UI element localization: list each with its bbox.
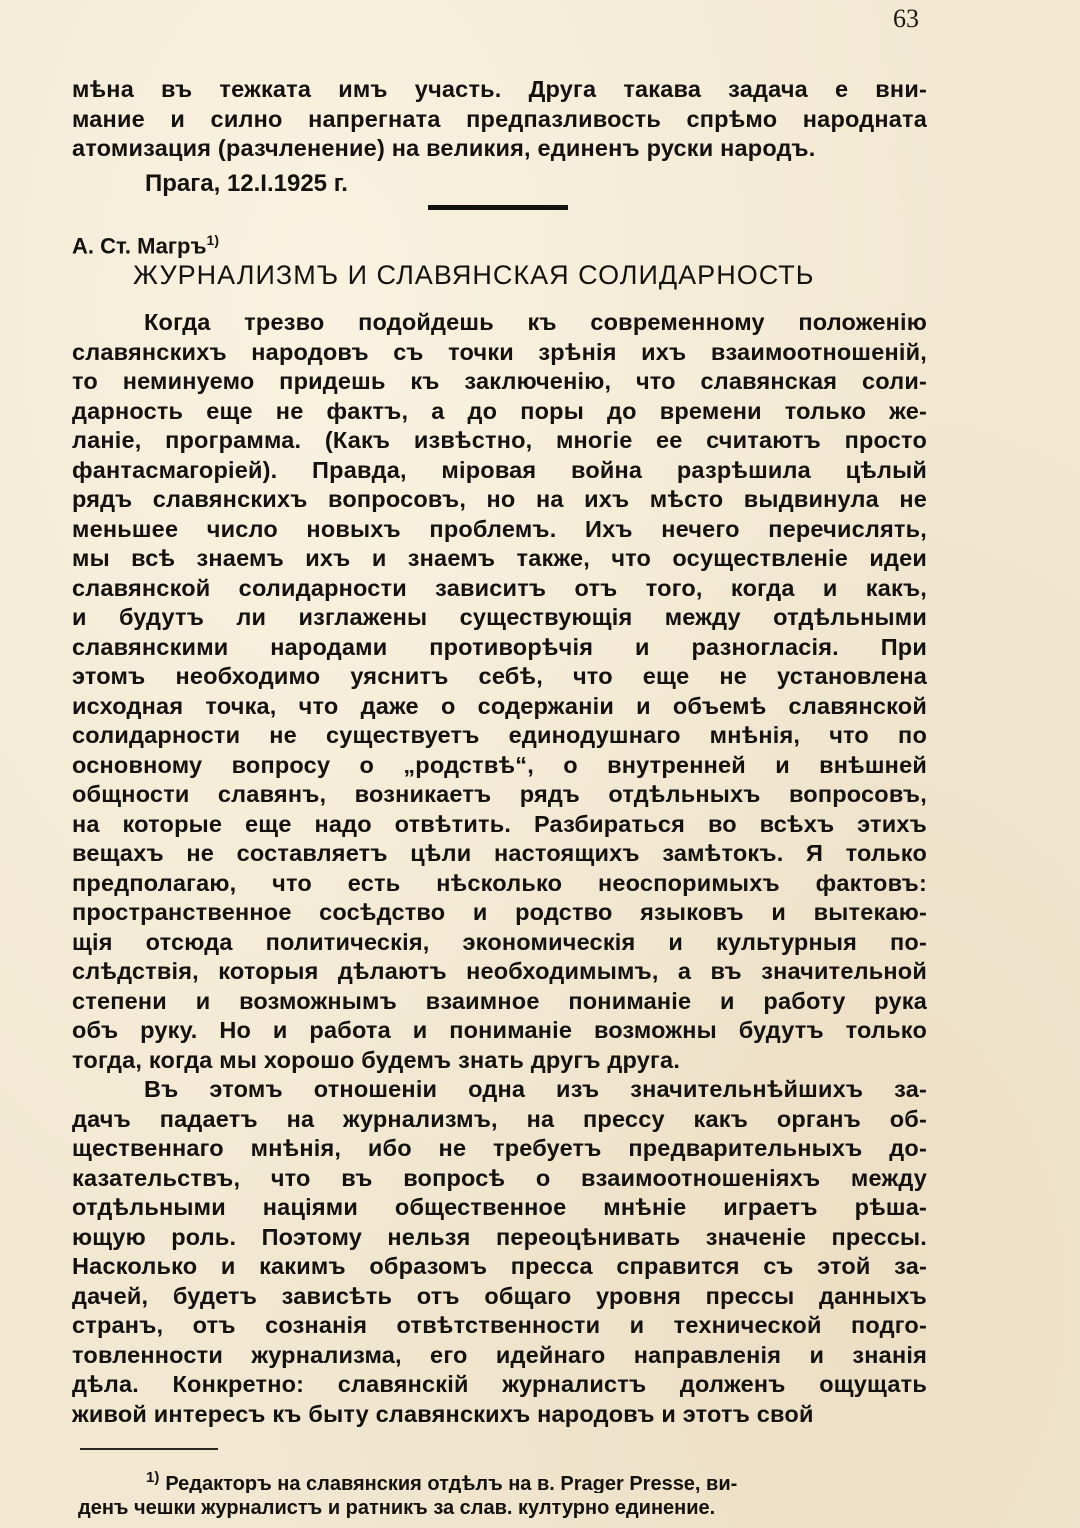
text-line: Когда трезво подойдешь къ современному положенію bbox=[144, 309, 927, 335]
text-line: фантасмагоріей). Правда, міровая война разрѣшила цѣлый bbox=[72, 456, 927, 483]
section-divider bbox=[428, 205, 568, 210]
text-line: атомизация (разчленение) на великия, единенъ руски народъ. bbox=[72, 135, 816, 161]
text-line: степени и возможнымъ взаимное пониманіе и работу рука bbox=[72, 987, 927, 1014]
text-line: странъ, отъ сознанія отвѣтственности и технической подго- bbox=[72, 1312, 927, 1338]
article-title: ЖУРНАЛИЗМЪ И СЛАВЯНСКАЯ СОЛИДАРНОСТЬ bbox=[133, 260, 815, 290]
text-line: славянскими народами противорѣчія и разногласія. При bbox=[72, 633, 927, 660]
text-line: щія отсюда политическія, экономическія и культурныя по- bbox=[72, 928, 927, 955]
paragraph-1 bbox=[72, 308, 927, 1075]
text-line: ющую роль. Поэтому нельзя переоцѣнивать значеніе прессы. bbox=[72, 1223, 927, 1250]
text-line: предполагаю, что есть нѣсколько неоспоримыхъ фактовъ: bbox=[72, 869, 927, 896]
text-line: то неминуемо придешь къ заключенію, что славянская соли- bbox=[72, 368, 927, 394]
text-line: тогда, когда мы хорошо будемъ знать другъ друга. bbox=[72, 1046, 681, 1073]
text-line: отдѣльными націями общественное мнѣніе играетъ рѣшa- bbox=[72, 1194, 927, 1220]
text-line: этомъ необходимо уяснитъ себѣ, что еще не установлена bbox=[72, 663, 927, 689]
text-line: Въ этомъ отношеніи одна изъ значительнѣйшихъ за- bbox=[144, 1076, 927, 1102]
footnote bbox=[78, 1462, 928, 1524]
page-number: 63 bbox=[893, 4, 919, 33]
text-line: и будутъ ли изглажены существующія между отдѣльными bbox=[72, 604, 927, 630]
text-line: ланіе, программа. (Какъ извѣстно, многіе ее считаютъ просто bbox=[72, 427, 927, 453]
text-line: казательствъ, что въ вопросѣ о взаимоотношеніяхъ между bbox=[72, 1164, 927, 1191]
footnote-line: денъ чешки журналистъ и ратникъ за слав. културно единение. bbox=[78, 1497, 716, 1519]
author-footnote-mark: 1) bbox=[206, 232, 219, 248]
text-line: дачъ падаетъ на журнализмъ, на прессу какъ органъ об- bbox=[72, 1105, 927, 1132]
text-line: солидарности не существуетъ единодушнаго мнѣнія, что по bbox=[72, 722, 927, 748]
text-line: на которые еще надо отвѣтить. Разбираться во всѣхъ этихъ bbox=[72, 810, 927, 837]
text-line: мѣна въ тежката имъ участь. Друга такава задача е вни- bbox=[72, 76, 927, 102]
text-line: исходная точка, что даже о содержаніи и объемѣ славянской bbox=[72, 692, 927, 719]
text-line: мы всѣ знаемъ ихъ и знаемъ также, что осуществленіе идеи bbox=[72, 545, 927, 571]
text-line: щественнаго мнѣнія, ибо не требуетъ предварительныхъ до- bbox=[72, 1135, 927, 1161]
text-line: меньшее число новыхъ проблемъ. Ихъ нечего перечислять, bbox=[72, 515, 927, 542]
text-line: славянскихъ народовъ съ точки зрѣнія ихъ взаимоотношеній, bbox=[72, 338, 927, 365]
footnote-mark: 1) bbox=[146, 1469, 160, 1486]
paragraph-2 bbox=[72, 1075, 927, 1429]
footnote-text: Редакторъ на славянския отдѣлъ на в. Prager Presse, ви- bbox=[165, 1472, 738, 1493]
text-line: вещахъ не составляетъ цѣли настоящихъ замѣтокъ. Я только bbox=[72, 840, 927, 866]
dateline: Прага, 12.I.1925 г. bbox=[145, 170, 348, 197]
text-line: пространственное сосѣдство и родство языковъ и вытекаю- bbox=[72, 899, 927, 925]
text-line: дарность еще не фактъ, а до поры до времени только же- bbox=[72, 397, 927, 424]
footnote-line bbox=[78, 1462, 928, 1493]
footnote-divider bbox=[80, 1448, 218, 1450]
text-line: мание и силно напрегната предпазливость спрѣмо народната bbox=[72, 105, 927, 132]
text-line: общности славянъ, возникаетъ рядъ отдѣльныхъ вопросовъ, bbox=[72, 781, 927, 807]
text-line: живой интересъ къ быту славянскихъ народовъ и этотъ свой bbox=[72, 1400, 814, 1427]
text-line: Насколько и какимъ образомъ пресса справится съ этой за- bbox=[72, 1253, 927, 1279]
intro-paragraph bbox=[72, 75, 927, 164]
text-line: славянской солидарности зависитъ отъ того, когда и какъ, bbox=[72, 574, 927, 601]
text-line: дачей, будетъ зависѣть отъ общаго уровня прессы данныхъ bbox=[72, 1282, 927, 1309]
text-line: слѣдствія, которыя дѣлаютъ необходимымъ, а въ значительной bbox=[72, 958, 927, 984]
text-line: товленности журнализма, его идейнаго направленія и знанія bbox=[72, 1341, 927, 1368]
author-name: А. Ст. Магръ bbox=[72, 233, 207, 259]
text-line: рядъ славянскихъ вопросовъ, но на ихъ мѣсто выдвинула не bbox=[72, 486, 927, 512]
text-line: основному вопросу о „родствѣ“, о внутренней и внѣшней bbox=[72, 751, 927, 778]
text-line: дѣла. Конкретно: славянскій журналистъ долженъ ощущать bbox=[72, 1371, 927, 1397]
text-line: объ руку. Но и работа и пониманіе возможны будутъ только bbox=[72, 1017, 927, 1043]
article-author bbox=[72, 232, 219, 259]
